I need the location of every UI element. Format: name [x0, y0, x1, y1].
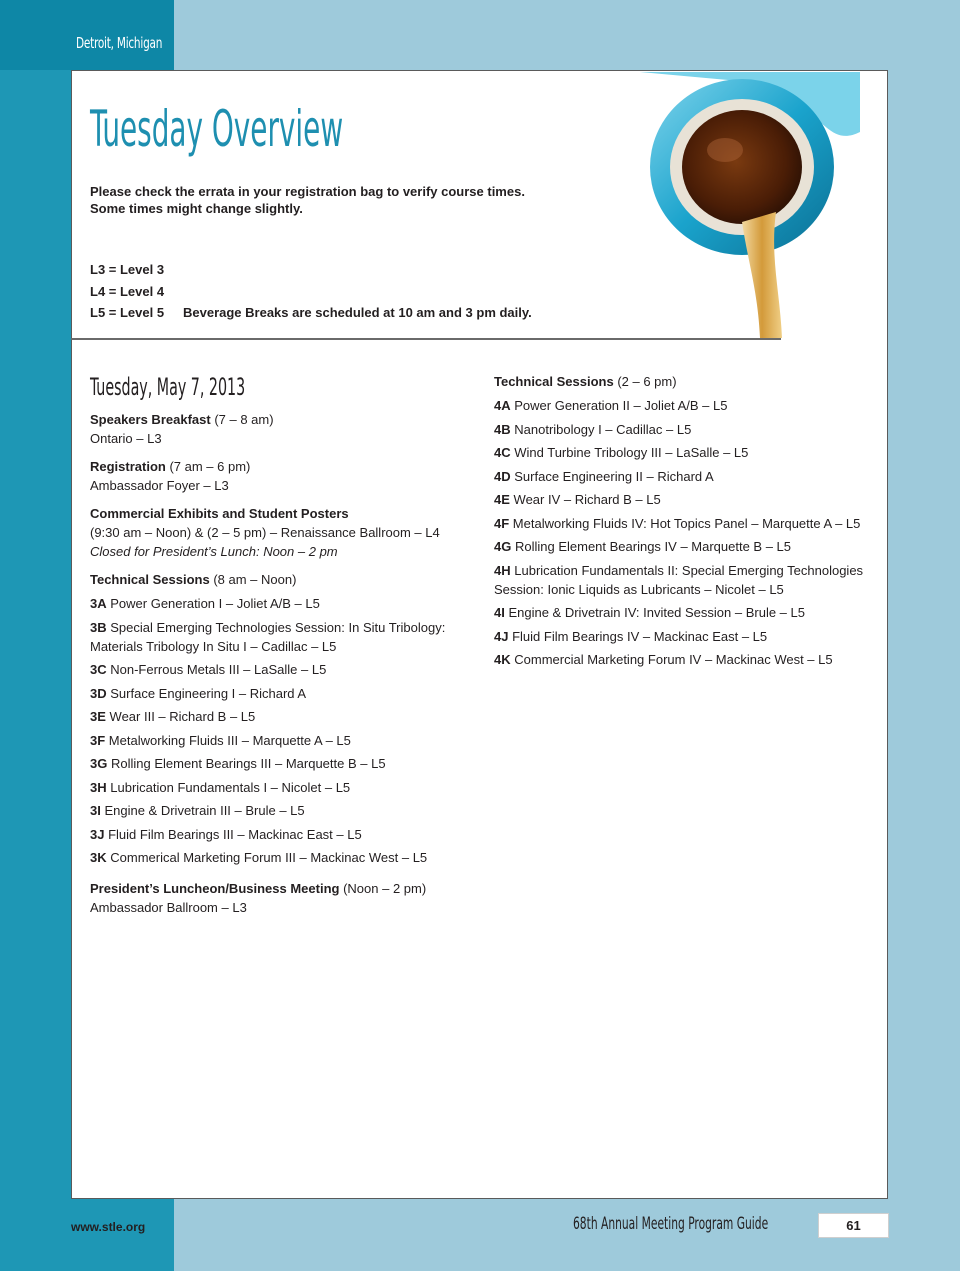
- session-item: [494, 627, 879, 646]
- session-item: [494, 514, 879, 533]
- session-item: [90, 660, 470, 679]
- session-item: [494, 537, 879, 556]
- session-item: [90, 801, 470, 820]
- session-title: Wear III – Richard B – L5: [109, 709, 256, 724]
- session-code: 4I: [494, 605, 505, 620]
- event-name: Commercial Exhibits and Student Posters: [90, 506, 349, 521]
- session-code: 3I: [90, 803, 101, 818]
- session-code: 4C: [494, 445, 511, 460]
- errata-line-1: Please check the errata in your registration bag to verify course times.: [90, 184, 525, 199]
- session-title: Engine & Drivetrain IV: Invited Session – Brule – L5: [508, 605, 805, 620]
- event-time: (7 am – 6 pm): [169, 459, 251, 474]
- location-label: Detroit, Michigan: [76, 34, 163, 52]
- event-location: Ontario – L3: [90, 431, 162, 446]
- level-label: L3 = Level 3: [90, 262, 165, 277]
- event-time: (Noon – 2 pm): [343, 881, 427, 896]
- schedule-right-column: [494, 372, 879, 674]
- session-title: Wear IV – Richard B – L5: [513, 492, 661, 507]
- footer-website[interactable]: www.stle.org: [71, 1220, 146, 1234]
- session-item: [90, 825, 470, 844]
- session-item: [90, 684, 470, 703]
- session-code: 3J: [90, 826, 105, 842]
- session-list: [494, 396, 879, 669]
- session-title: Power Generation I – Joliet A/B – L5: [110, 596, 320, 611]
- session-code: 4G: [494, 539, 512, 554]
- session-item: [494, 490, 879, 509]
- session-code: 4E: [494, 492, 510, 507]
- page-title: Tuesday Overview: [90, 100, 344, 158]
- header-divider: [71, 338, 781, 340]
- speakers-breakfast-entry: [90, 410, 470, 448]
- session-code: 3A: [90, 596, 107, 611]
- session-code: 4B: [494, 421, 511, 437]
- session-item: [90, 618, 470, 656]
- errata-line-2: Some times might change slightly.: [90, 201, 303, 216]
- session-item: [90, 778, 470, 797]
- session-title: Fluid Film Bearings III – Mackinac East – L5: [108, 826, 362, 842]
- session-code: 3B: [90, 619, 107, 635]
- session-title: Metalworking Fluids IV: Hot Topics Panel – Marquette A – L5: [512, 515, 861, 531]
- level-row: [90, 281, 532, 303]
- session-title: Nanotribology I – Cadillac – L5: [514, 421, 692, 437]
- session-title: Wind Turbine Tribology III – LaSalle – L5: [514, 445, 749, 460]
- session-title: Commerical Marketing Forum III – Mackinac West – L5: [110, 850, 428, 865]
- session-item: [494, 603, 879, 622]
- luncheon-entry: [90, 879, 470, 917]
- session-title: Lubrication Fundamentals I – Nicolet – L5: [110, 779, 351, 795]
- event-location: Ambassador Ballroom – L3: [90, 900, 247, 915]
- level-row: [90, 259, 532, 281]
- session-title: Lubrication Fundamentals II: Special Emerging Technologies Session: Ionic Liquids as Lubricants – Nicolet – L5: [494, 562, 864, 597]
- session-item: [90, 707, 470, 726]
- session-title: Rolling Element Bearings III – Marquette B – L5: [110, 756, 386, 771]
- session-item: [494, 561, 879, 599]
- event-name: Technical Sessions: [494, 374, 614, 389]
- session-code: 4H: [494, 562, 511, 578]
- session-item: [494, 420, 879, 439]
- session-item: [90, 848, 470, 867]
- session-title: Engine & Drivetrain III – Brule – L5: [104, 803, 305, 818]
- session-code: 4D: [494, 468, 511, 484]
- session-code: 3F: [90, 732, 106, 748]
- session-title: Surface Engineering I – Richard A: [110, 685, 307, 701]
- level-label: L4 = Level 4: [90, 283, 165, 299]
- errata-notice: [90, 183, 560, 217]
- footer-guide-title: 68th Annual Meeting Program Guide: [573, 1214, 769, 1234]
- event-location: Ambassador Foyer – L3: [90, 478, 229, 493]
- oil-pouring-image: [630, 72, 860, 338]
- session-title: Fluid Film Bearings IV – Mackinac East – L5: [512, 628, 768, 644]
- session-title: Special Emerging Technologies Session: In Situ Tribology: Materials Tribology In Situ I – Cadillac – L5: [90, 619, 446, 654]
- session-title: Power Generation II – Joliet A/B – L5: [514, 398, 728, 413]
- session-code: 3E: [90, 709, 106, 724]
- session-item: [90, 731, 470, 750]
- session-title: Non-Ferrous Metals III – LaSalle – L5: [110, 662, 327, 677]
- session-code: 4F: [494, 515, 510, 531]
- session-code: 4K: [494, 652, 511, 667]
- session-title: Metalworking Fluids III – Marquette A – L5: [108, 732, 351, 748]
- event-name: Technical Sessions: [90, 572, 210, 587]
- registration-entry: [90, 457, 470, 495]
- session-item: [494, 467, 879, 486]
- event-time: (7 – 8 am): [214, 412, 274, 427]
- day-heading: Tuesday, May 7, 2013: [90, 373, 246, 401]
- schedule-left-column: [90, 372, 470, 926]
- event-time: (2 – 6 pm): [617, 374, 677, 389]
- page-number: 61: [818, 1213, 889, 1238]
- session-code: 3C: [90, 662, 107, 677]
- event-detail: (9:30 am – Noon) & (2 – 5 pm) – Renaissance Ballroom – L4: [90, 525, 440, 540]
- session-code: 3D: [90, 685, 107, 701]
- session-item: [494, 443, 879, 462]
- level-row: [90, 302, 532, 324]
- session-item: [90, 594, 470, 613]
- session-code: 3K: [90, 850, 107, 865]
- level-label: L5 = Level 5: [90, 305, 165, 320]
- event-note: Closed for President’s Lunch: Noon – 2 pm: [90, 544, 338, 559]
- session-list: [90, 594, 470, 867]
- tech-sessions-am: [90, 570, 470, 867]
- session-item: [494, 396, 879, 415]
- session-code: 3G: [90, 756, 108, 771]
- session-code: 4A: [494, 398, 511, 413]
- session-item: [90, 754, 470, 773]
- event-time: (8 am – Noon): [213, 572, 297, 587]
- level-legend: [90, 259, 532, 324]
- event-name: Speakers Breakfast: [90, 412, 211, 427]
- session-code: 3H: [90, 779, 107, 795]
- beverage-break-note: Beverage Breaks are scheduled at 10 am and 3 pm daily.: [183, 305, 532, 320]
- event-name: Registration: [90, 459, 166, 474]
- session-title: Surface Engineering II – Richard A: [514, 468, 714, 484]
- exhibits-entry: [90, 504, 470, 561]
- session-title: Commercial Marketing Forum IV – Mackinac West – L5: [514, 652, 833, 667]
- session-item: [494, 650, 879, 669]
- session-title: Rolling Element Bearings IV – Marquette B – L5: [514, 539, 792, 554]
- session-code: 4J: [494, 628, 509, 644]
- event-name: President’s Luncheon/Business Meeting: [90, 881, 340, 896]
